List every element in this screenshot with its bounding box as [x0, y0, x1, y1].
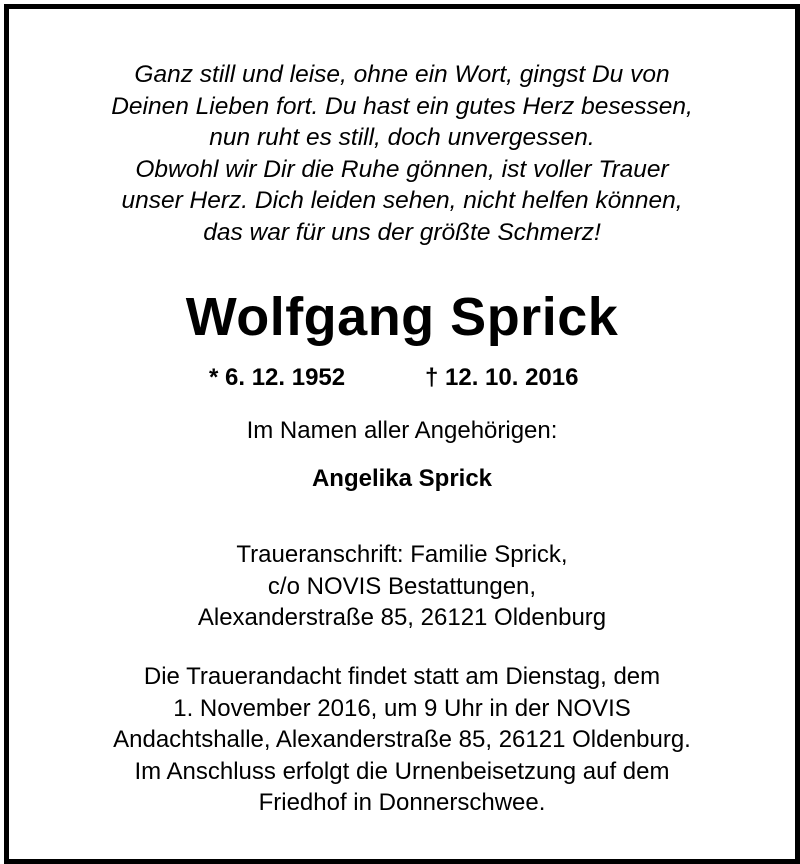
address-line: c/o NOVIS Bestattungen,: [267, 572, 537, 600]
death-date: † 12. 10. 2016: [425, 364, 579, 391]
address-line: Alexanderstraße 85, 26121 Oldenburg: [197, 604, 607, 631]
poem-line: nun ruht es still, doch unvergessen.: [209, 124, 595, 151]
poem-line: unser Herz. Dich leiden sehen, nicht helfen können,: [121, 187, 683, 214]
obituary-notice: [4, 4, 800, 864]
service-line: Im Anschluss erfolgt die Urnenbeisetzung auf dem: [134, 757, 670, 785]
address-line: Traueranschrift: Familie Sprick,: [236, 541, 568, 568]
service-line: Andachtshalle, Alexanderstraße 85, 26121 Oldenburg.: [113, 726, 691, 753]
poem-line: Deinen Lieben fort. Du hast ein gutes Herz besessen,: [111, 92, 693, 120]
on-behalf-line: Im Namen aller Angehörigen:: [246, 417, 558, 444]
service-line: 1. November 2016, um 9 Uhr in der NOVIS: [173, 694, 631, 722]
signer-name: Angelika Sprick: [311, 465, 493, 492]
service-line: Friedhof in Donnerschwee.: [258, 789, 546, 816]
poem-line: Ganz still und leise, ohne ein Wort, gingst Du von: [134, 61, 670, 88]
deceased-name: Wolfgang Sprick: [185, 287, 619, 347]
service-line: Die Trauerandacht findet statt am Dienstag, dem: [143, 663, 661, 690]
birth-date: * 6. 12. 1952: [209, 364, 346, 391]
life-dates: [9, 361, 795, 395]
memorial-poem: [9, 59, 795, 248]
service-announcement: [9, 661, 795, 819]
poem-line: das war für uns der größte Schmerz!: [203, 218, 601, 246]
mourning-address: [9, 539, 795, 634]
poem-line: Obwohl wir Dir die Ruhe gönnen, ist voller Trauer: [135, 155, 669, 183]
